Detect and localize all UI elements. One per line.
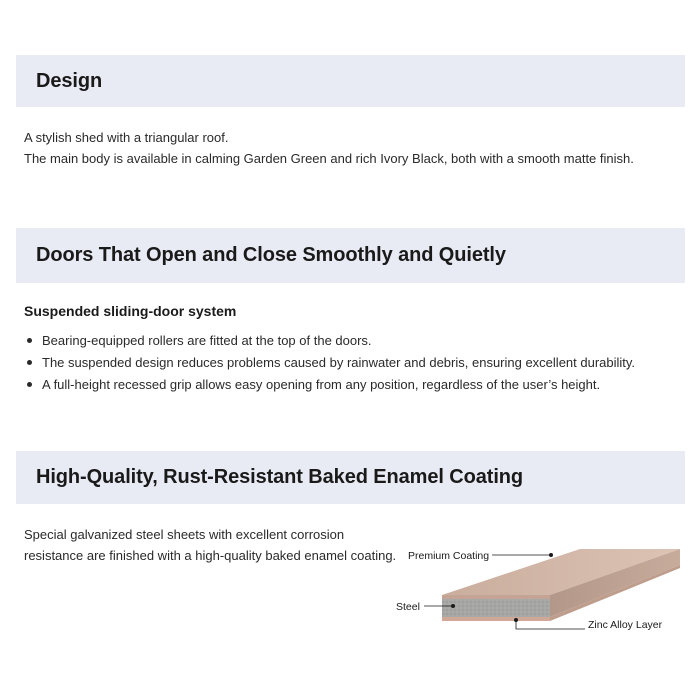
list-item [24,352,684,374]
section-title-design: Design [36,69,103,92]
bullet-icon [27,382,32,387]
steel-label: Steel [396,601,420,613]
list-item [24,374,684,396]
premium-coating-label: Premium Coating [408,550,490,562]
bullet-text: A full-height recessed grip allows easy opening from any position, regardless of the user’s height. [42,377,601,392]
section-header-doors [16,228,685,283]
coating-line-1: Special galvanized steel sheets with excellent corrosion [24,527,345,542]
zinc-leader-dot [514,618,518,622]
bullet-icon [27,360,32,365]
coating-line-2: resistance are finished with a high-quality baked enamel coating. [24,548,397,563]
design-line-2: The main body is available in calming Garden Green and rich Ivory Black, both with a smooth matte finish. [24,151,634,166]
zinc-leader-line [516,620,585,629]
bullet-text: The suspended design reduces problems caused by rainwater and debris, ensuring excellent durability. [42,355,636,370]
section-header-design [16,55,685,107]
doors-bullet-list [24,330,684,396]
bullet-text: Bearing-equipped rollers are fitted at the top of the doors. [42,333,372,348]
design-description [24,127,684,169]
doors-subtitle: Suspended sliding-door system [24,303,237,319]
section-title-coating: High-Quality, Rust-Resistant Baked Enamel Coating [36,466,524,488]
premium-leader-dot [549,553,553,557]
coating-layers-diagram [390,525,690,645]
steel-leader-dot [451,604,455,608]
zinc-alloy-layer [442,617,550,621]
design-line-1: A stylish shed with a triangular roof. [24,130,229,145]
section-title-doors: Doors That Open and Close Smoothly and Quietly [36,244,506,266]
section-header-coating [16,451,685,504]
coating-front-edge [442,595,550,599]
bullet-icon [27,338,32,343]
list-item [24,330,684,352]
steel-layer [442,599,550,617]
coating-description [24,524,404,566]
zinc-alloy-label: Zinc Alloy Layer [588,619,663,631]
